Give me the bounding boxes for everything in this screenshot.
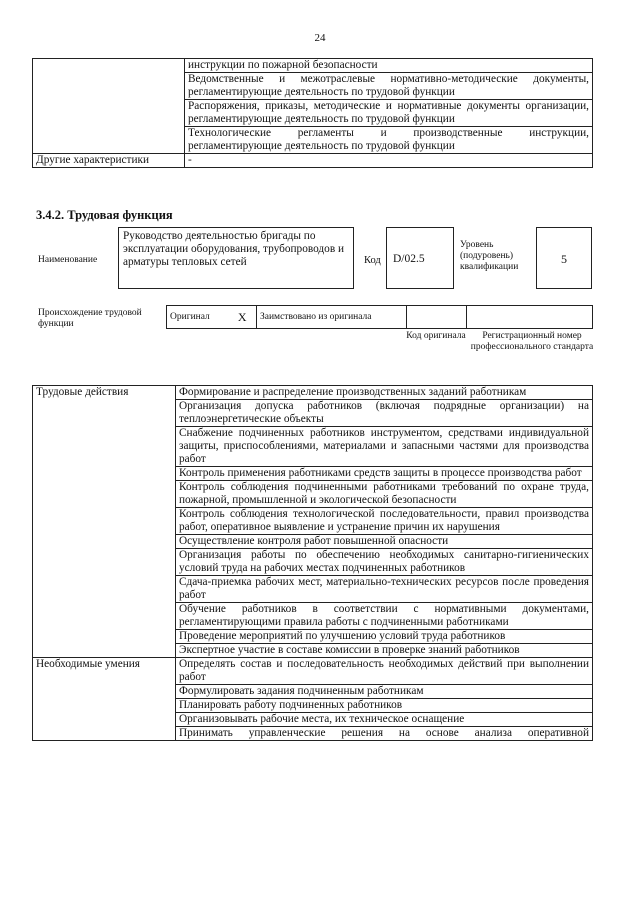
original-code-caption: Код оригинала	[406, 331, 466, 341]
labor-action-item: Контроль соблюдения подчиненными работниками требований по охране труда, пожарной, промышленной и экологической безопасности	[176, 481, 593, 508]
labor-action-item: Осуществление контроля работ повышенной опасности	[176, 535, 593, 549]
labor-action-item: Обучение работников в соответствии с нормативными документами, регламентирующими правила работы с подчиненными работниками	[176, 603, 593, 630]
document-item: Технологические регламенты и производственные инструкции, регламентирующие деятельность по трудовой функции	[185, 127, 593, 154]
original-label: Оригинал	[167, 306, 229, 329]
document-item: инструкции по пожарной безопасности	[185, 59, 593, 73]
labor-action-item: Формирование и распределение производственных заданий работникам	[176, 386, 593, 400]
skill-item: Определять состав и последовательность необходимых действий при выполнении работ	[176, 658, 593, 685]
labor-action-item: Сдача-приемка рабочих мест, материально-технических ресурсов после проведения работ	[176, 576, 593, 603]
registration-number-cell	[467, 306, 593, 329]
table-row	[33, 658, 593, 685]
origin-label: Происхождение трудовой функции	[38, 308, 142, 329]
empty-label-cell	[33, 59, 185, 154]
table-row	[33, 154, 593, 168]
qualification-level-box: 5	[536, 227, 592, 289]
labor-action-item: Проведение мероприятий по улучшению условий труда работников	[176, 630, 593, 644]
registration-number-caption: Регистрационный номер профессионального стандарта	[470, 331, 594, 352]
table-row	[33, 386, 593, 400]
original-code-cell	[407, 306, 467, 329]
required-skills-label: Необходимые умения	[33, 658, 176, 741]
code-label: Код	[364, 255, 381, 266]
skill-item: Планировать работу подчиненных работников	[176, 699, 593, 713]
labor-action-item: Организация допуска работников (включая подрядные организации) на теплоэнергетические объекты	[176, 400, 593, 427]
skill-item: Принимать управленческие решения на основе анализа оперативной	[176, 727, 593, 741]
document-item: Распоряжения, приказы, методические и нормативные документы организации, регламентирующие деятельность по трудовой функции	[185, 100, 593, 127]
labor-action-item: Экспертное участие в составе комиссии в проверке знаний работников	[176, 644, 593, 658]
origin-table	[166, 305, 593, 329]
requirements-continuation-table	[32, 58, 593, 168]
skill-item: Формулировать задания подчиненным работникам	[176, 685, 593, 699]
other-characteristics-value: -	[185, 154, 593, 168]
labor-action-item: Контроль применения работниками средств защиты в процессе производства работ	[176, 467, 593, 481]
borrowed-label: Заимствовано из оригинала	[257, 306, 407, 329]
qualification-level-label: Уровень (подуровень) квалификации	[460, 240, 519, 272]
labor-function-table	[32, 385, 593, 741]
section-title: 3.4.2. Трудовая функция	[36, 208, 173, 222]
document-item: Ведомственные и межотраслевые нормативно-методические документы, регламентирующие деятельность по трудовой функции	[185, 73, 593, 100]
name-label: Наименование	[38, 255, 98, 265]
function-code-box: D/02.5	[386, 227, 454, 289]
table-row	[33, 59, 593, 73]
function-name-box: Руководство деятельностью бригады по эксплуатации оборудования, трубопроводов и арматуры тепловых сетей	[118, 227, 354, 289]
skill-item: Организовывать рабочие места, их техническое оснащение	[176, 713, 593, 727]
original-mark: X	[229, 306, 257, 329]
labor-actions-label: Трудовые действия	[33, 386, 176, 658]
other-characteristics-label: Другие характеристики	[33, 154, 185, 168]
labor-action-item: Снабжение подчиненных работников инструментом, средствами индивидуальной защиты, приспособлениями, материалами и запасными частями для производства работ	[176, 427, 593, 467]
labor-action-item: Организация работы по обеспечению необходимых санитарно-гигиенических условий труда на рабочих местах подчиненных работников	[176, 549, 593, 576]
page-number: 24	[314, 32, 326, 44]
labor-action-item: Контроль соблюдения технологической последовательности, правил производства работ, оперативное выявление и устранение причин их нарушения	[176, 508, 593, 535]
